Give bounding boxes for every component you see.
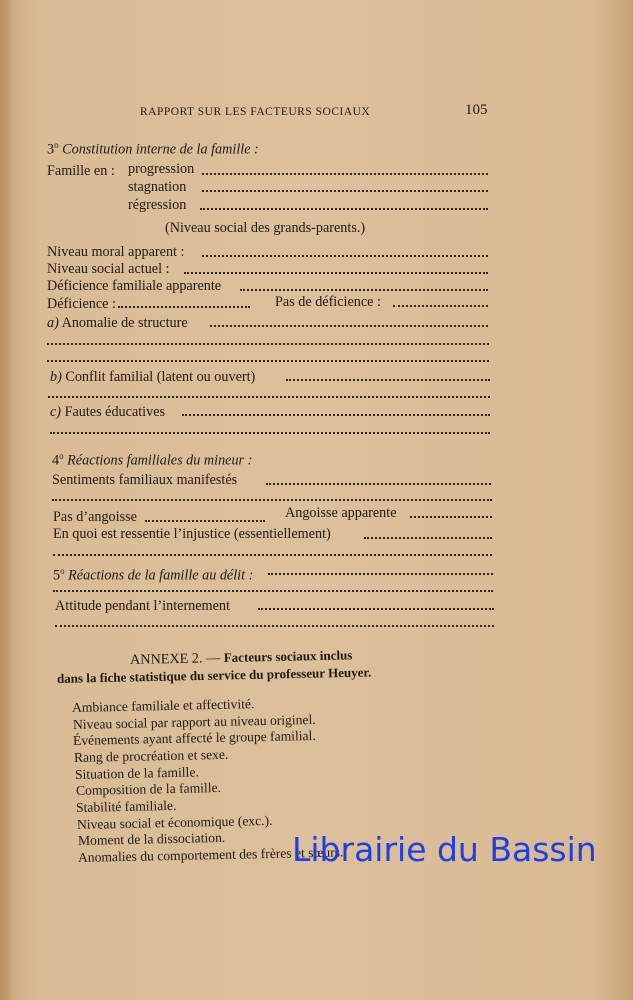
item-a [47,315,188,331]
item-c-letter: c) [50,404,62,420]
annexe-list-item: Ambiance familiale et affectivité. [71,696,255,715]
section-3-number: 3 [47,141,55,158]
deficience-familiale-label: Déficience familiale apparente [47,278,222,294]
item-c [50,404,165,420]
pas-de-deficience-label: Pas de déficience : [275,294,381,310]
section-5-fill-line-2 [53,590,493,592]
deficience-fill-line [118,306,250,308]
progression-fill-line [202,173,488,175]
niveau-social-fill-line [184,272,488,274]
annexe-list-item: Rang de procréation et sexe. [73,746,229,765]
sentiments-fill-line-2 [52,499,492,501]
section-5-number: 5 [53,567,61,584]
annexe-subtitle: dans la fiche statistique du service du professeur Heuyer. [56,664,372,686]
item-b [50,369,255,385]
item-a-letter: a) [47,315,59,331]
section-5-fill-line [268,573,493,575]
annexe-list-item: Situation de la famille. [74,764,199,782]
section-4-heading [52,448,252,469]
annexe-list-item: Stabilité familiale. [76,797,177,815]
item-c-fill-line-2 [50,432,490,434]
item-c-text: Fautes éducatives [64,404,166,420]
attitude-fill-line [258,608,494,610]
annexe-list-item: Anomalies du comportement des frères et sœurs. [78,844,344,865]
item-b-fill-line [286,379,490,381]
watermark-text: Librairie du Bassin [292,830,597,869]
angoisse-apparente-label: Angoisse apparente [285,505,397,521]
angoisse-apparente-fill-line [410,516,492,518]
item-a-fill-line [210,325,488,327]
annexe-list-item: Composition de la famille. [75,780,221,799]
pas-de-deficience-fill-line [393,305,488,307]
section-5-heading [53,563,253,584]
sentiments-fill-line [266,483,491,485]
section-3-superscript: o [54,140,59,150]
niveau-moral-label: Niveau moral apparent : [47,244,185,260]
pas-angoisse-fill-line [145,520,265,522]
famille-en-label: Famille en : [47,163,115,179]
deficience-familiale-fill-line [240,289,488,291]
item-b-fill-line-2 [48,396,490,398]
item-c-fill-line [182,414,490,416]
annexe-list-item: Niveau social et économique (exc.). [76,812,273,832]
progression-label: progression [128,161,195,177]
item-a-fill-line-3 [47,360,489,362]
niveau-social-actuel-label: Niveau social actuel : [47,261,170,277]
pas-angoisse-label: Pas d’angoisse [53,509,137,525]
annexe-list-item: Moment de la dissociation. [77,830,225,849]
item-b-text: Conflit familial (latent ou ouvert) [65,369,256,385]
section-5-superscript: o [60,566,65,576]
injustice-fill-line-2 [53,554,492,556]
item-b-letter: b) [50,369,62,385]
attitude-label: Attitude pendant l’internement [55,598,230,614]
section-4-number: 4 [52,452,60,469]
injustice-label: En quoi est ressentie l’injustice (essentiellement) [53,526,331,542]
stagnation-label: stagnation [128,179,187,195]
item-a-fill-line-2 [47,343,489,345]
regression-fill-line [200,208,488,210]
page-number: 105 [465,102,488,118]
attitude-fill-line-2 [55,625,494,627]
annexe-list-item: Niveau social par rapport au niveau originel. [72,711,316,732]
page-edge-shadow [0,0,14,1000]
section-3-heading [47,137,259,158]
regression-label: régression [128,197,187,213]
item-a-text: Anomalie de structure [61,315,188,331]
section-3-title: Constitution interne de la famille : [62,141,259,158]
annexe-list-item: Événements ayant affecté le groupe familial. [73,728,317,749]
running-title: RAPPORT SUR LES FACTEURS SOCIAUX [140,106,371,118]
section-4-title: Réactions familiales du mineur : [67,452,253,469]
niveau-moral-fill-line [202,255,488,257]
stagnation-fill-line [202,190,488,192]
section-5-title: Réactions de la famille au délit : [68,567,254,584]
section-4-superscript: o [59,451,64,461]
annexe-title: Facteurs sociaux inclus [223,647,353,666]
niveau-note: (Niveau social des grands-parents.) [165,220,366,236]
deficience-label: Déficience : [47,296,116,312]
injustice-fill-line [364,537,492,539]
sentiments-label: Sentiments familiaux manifestés [52,472,238,488]
annexe-label: ANNEXE 2. — [129,650,221,668]
